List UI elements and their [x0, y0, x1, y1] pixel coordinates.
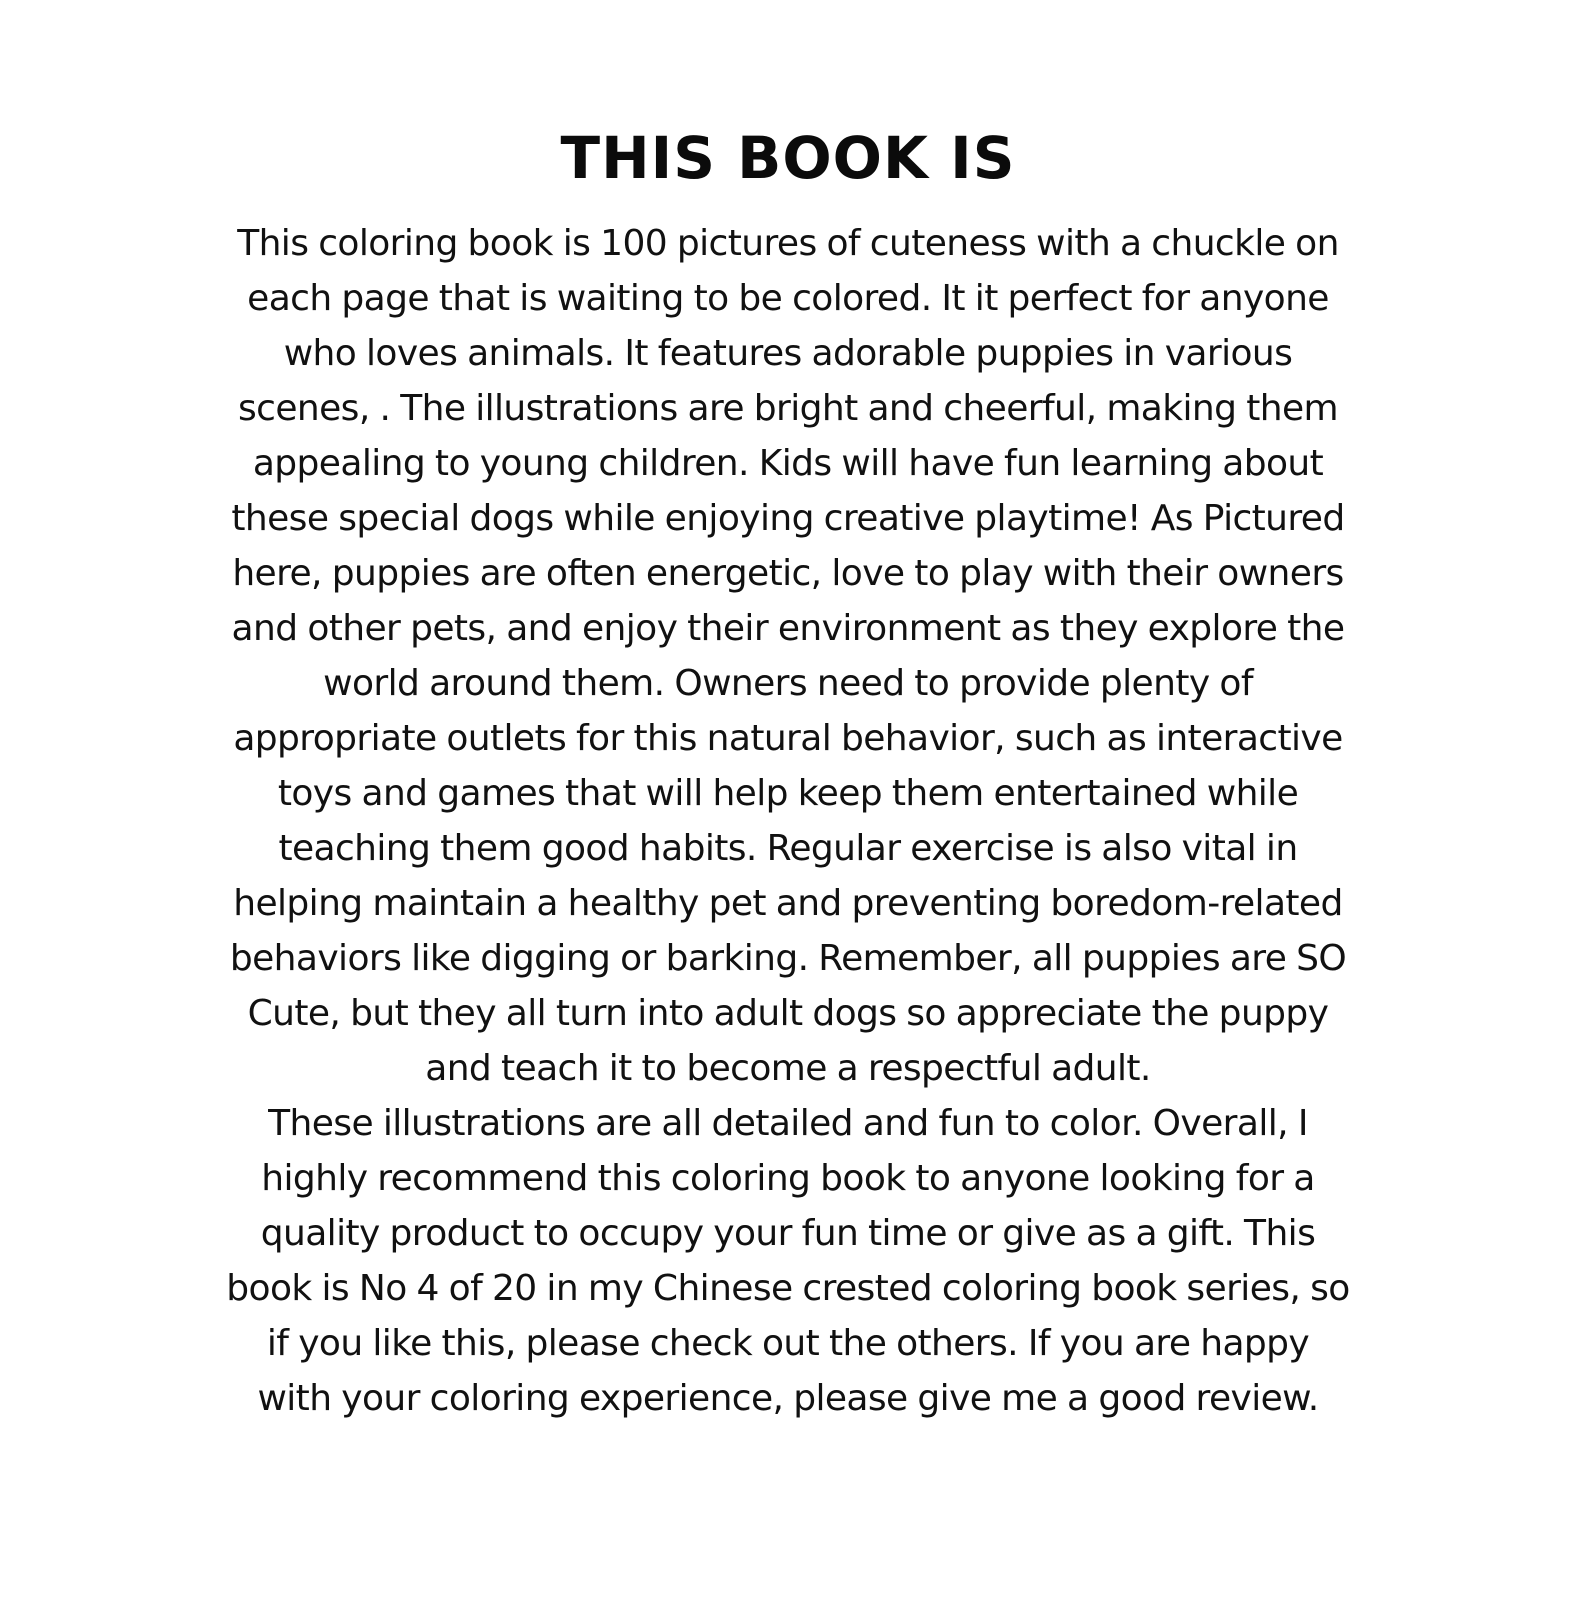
text-line: scenes, . The illustrations are bright and cheerful, making them	[238, 388, 1338, 429]
body-text	[140, 216, 1436, 1426]
text-line: highly recommend this coloring book to anyone looking for a	[261, 1158, 1315, 1199]
text-line: and other pets, and enjoy their environment as they explore the	[231, 608, 1345, 649]
text-line: appropriate outlets for this natural behavior, such as interactive	[233, 718, 1343, 759]
text-line: each page that is waiting to be colored. It it perfect for anyone	[247, 278, 1329, 319]
paragraph-recommendation	[140, 1096, 1436, 1426]
text-line: these special dogs while enjoying creative playtime! As Pictured	[231, 498, 1345, 539]
text-line: behaviors like digging or barking. Remember, all puppies are SO	[229, 938, 1347, 979]
text-line: toys and games that will help keep them entertained while	[277, 773, 1299, 814]
paragraph-description	[140, 216, 1436, 1096]
text-line: and teach it to become a respectful adult.	[425, 1048, 1151, 1089]
page-title: THIS BOOK IS	[560, 124, 1016, 192]
text-line: book is No 4 of 20 in my Chinese crested coloring book series, so	[226, 1268, 1350, 1309]
text-line: Cute, but they all turn into adult dogs so appreciate the puppy	[247, 993, 1329, 1034]
text-line: here, puppies are often energetic, love to play with their owners	[232, 553, 1344, 594]
text-line: with your coloring experience, please give me a good review.	[257, 1378, 1319, 1419]
text-line: quality product to occupy your fun time or give as a gift. This	[260, 1213, 1316, 1254]
text-line: This coloring book is 100 pictures of cuteness with a chuckle on	[237, 223, 1339, 264]
text-line: who loves animals. It features adorable puppies in various	[283, 333, 1293, 374]
text-line: world around them. Owners need to provide plenty of	[323, 663, 1253, 704]
text-line: These illustrations are all detailed and fun to color. Overall, I	[268, 1103, 1308, 1144]
text-line: helping maintain a healthy pet and preventing boredom-related	[233, 883, 1343, 924]
text-line: if you like this, please check out the others. If you are happy	[266, 1323, 1310, 1364]
text-line: appealing to young children. Kids will have fun learning about	[252, 443, 1324, 484]
text-line: teaching them good habits. Regular exercise is also vital in	[278, 828, 1298, 869]
